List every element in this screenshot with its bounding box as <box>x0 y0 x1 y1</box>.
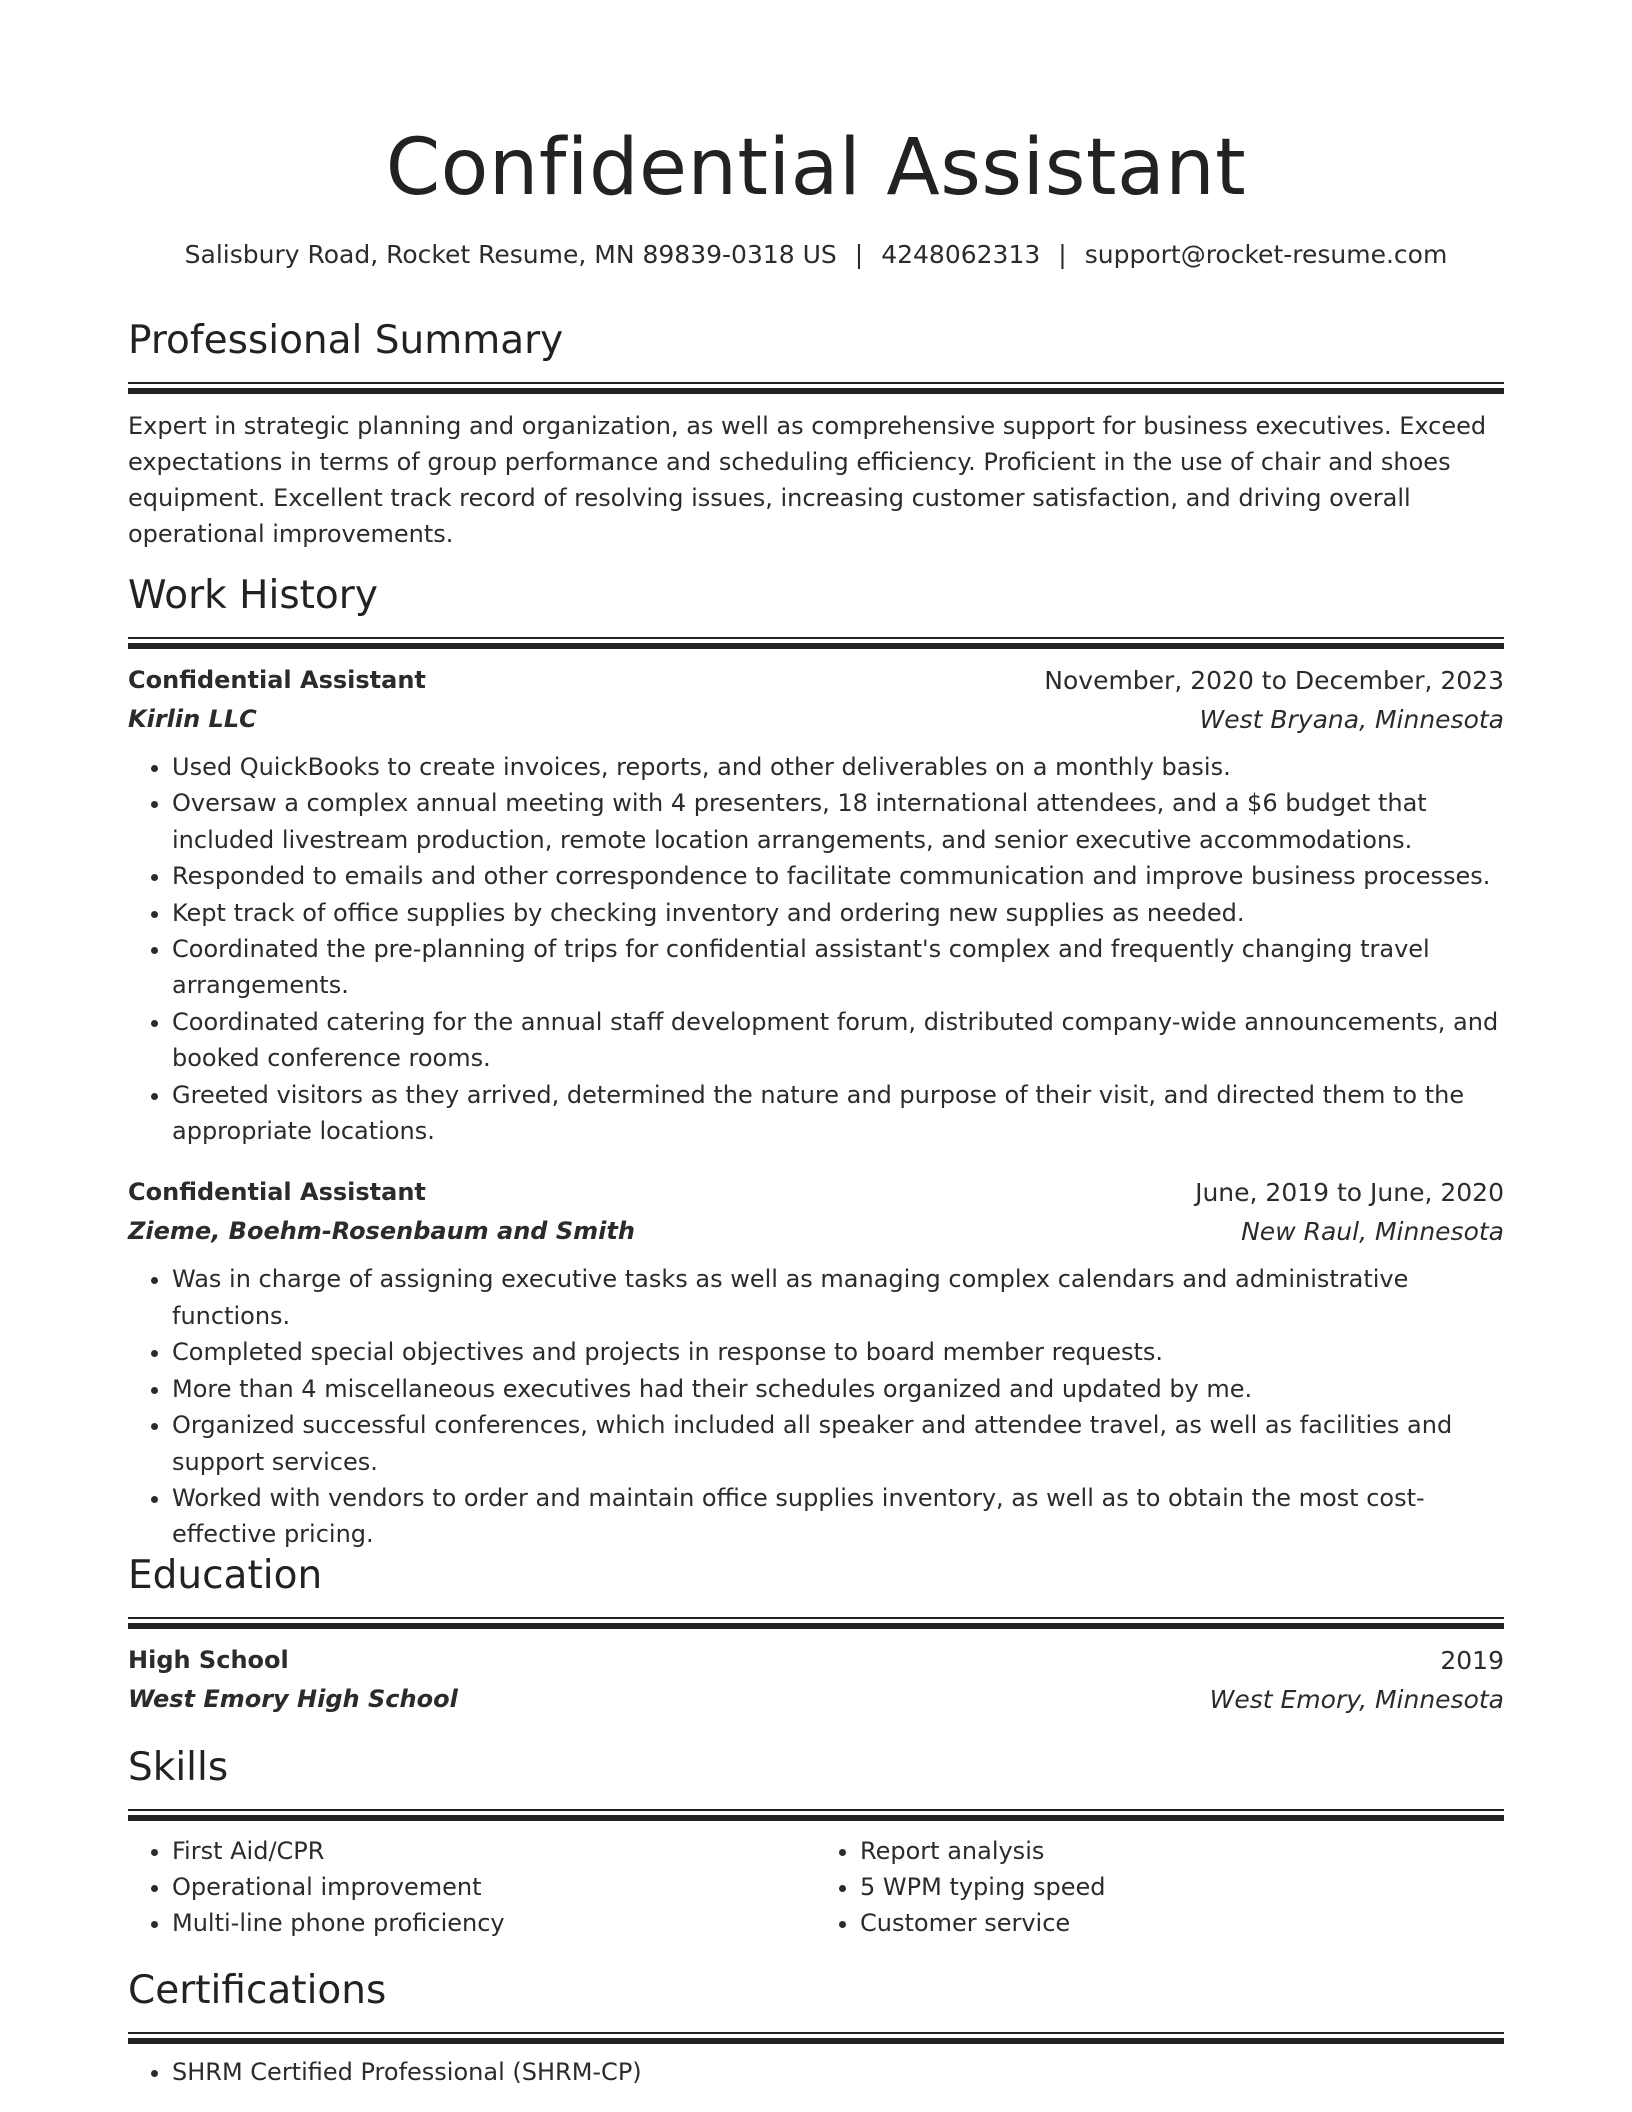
job-company-row <box>128 700 1504 739</box>
contact-address: Salisbury Road, Rocket Resume, MN 89839-0318 US <box>184 240 837 269</box>
skill-item: • Report analysis <box>860 1833 1504 1869</box>
education-degree: High School <box>128 1646 289 1674</box>
list-item: • Used QuickBooks to create invoices, reports, and other deliverables on a monthly basis. <box>172 749 1504 785</box>
job-header-row <box>128 661 1504 700</box>
contact-email: support@rocket-resume.com <box>1084 240 1448 269</box>
certifications-list <box>128 2054 1504 2090</box>
skills-column-right <box>816 1833 1504 1941</box>
section-rule <box>128 1617 1504 1629</box>
list-item: • Greeted visitors as they arrived, determined the nature and purpose of their visit, and directed them to the appropriate locations. <box>172 1077 1504 1150</box>
job-entry <box>128 661 1504 1149</box>
work-history-section <box>128 571 1504 1553</box>
job-role: Confidential Assistant <box>128 666 426 694</box>
list-item: • Worked with vendors to order and maintain office supplies inventory, as well as to obtain the most cost-effective pricing. <box>172 1480 1504 1553</box>
skills-grid <box>128 1833 1504 1941</box>
work-history-heading: Work History <box>128 573 378 618</box>
skills-column-left <box>128 1833 816 1941</box>
section-rule <box>128 382 1504 394</box>
section-rule <box>128 637 1504 649</box>
job-header-row <box>128 1173 1504 1212</box>
certifications-section <box>128 1966 1504 2090</box>
education-school-row <box>128 1680 1504 1719</box>
section-rule <box>128 2032 1504 2044</box>
list-item: • More than 4 miscellaneous executives had their schedules organized and updated by me. <box>172 1371 1504 1407</box>
list-item: • Oversaw a complex annual meeting with 4 presenters, 18 international attendees, and a $6 budget that included livestream production, remote location arrangements, and senior executive accommodations. <box>172 785 1504 858</box>
summary-text: Expert in strategic planning and organization, as well as comprehensive support for business executives. Exceed expectations in terms of group performance and scheduling efficiency. Proficient in the use of chair and shoes equipment. Excellent track record of resolving issues, increasing customer satisfaction, and driving overall operational improvements. <box>128 412 1487 548</box>
job-location: West Bryana, Minnesota <box>1199 705 1504 734</box>
list-item: • Responded to emails and other correspondence to facilitate communication and improve business processes. <box>172 858 1504 894</box>
education-school: West Emory High School <box>128 1685 458 1713</box>
education-location: West Emory, Minnesota <box>1209 1685 1504 1714</box>
job-company: Zieme, Boehm-Rosenbaum and Smith <box>128 1217 635 1246</box>
list-item: • Organized successful conferences, which included all speaker and attendee travel, as well as facilities and support services. <box>172 1407 1504 1480</box>
education-heading: Education <box>128 1553 323 1598</box>
education-section <box>128 1551 1504 1719</box>
skill-item: • Operational improvement <box>172 1869 816 1905</box>
summary-heading: Professional Summary <box>128 318 564 363</box>
list-item: • Was in charge of assigning executive tasks as well as managing complex calendars and administrative functions. <box>172 1261 1504 1334</box>
job-dates: November, 2020 to December, 2023 <box>1044 666 1504 695</box>
skill-item: • Multi-line phone proficiency <box>172 1905 816 1941</box>
section-rule <box>128 1809 1504 1821</box>
job-company-row <box>128 1212 1504 1251</box>
skills-section <box>128 1743 1504 1941</box>
summary-section <box>128 316 1504 552</box>
education-year: 2019 <box>1440 1646 1504 1675</box>
list-item: • Coordinated catering for the annual staff development forum, distributed company-wide announcements, and booked conference rooms. <box>172 1004 1504 1077</box>
list-item: • Completed special objectives and projects in response to board member requests. <box>172 1334 1504 1370</box>
skill-item: • Customer service <box>860 1905 1504 1941</box>
job-company: Kirlin LLC <box>128 705 257 733</box>
candidate-name: Confidential Assistant <box>385 123 1247 213</box>
contact-separator: | <box>1058 240 1067 269</box>
job-role: Confidential Assistant <box>128 1178 426 1207</box>
job-dates: June, 2019 to June, 2020 <box>1195 1178 1504 1208</box>
job-bullets <box>128 1261 1504 1552</box>
skill-item: • 5 WPM typing speed <box>860 1869 1504 1905</box>
certifications-heading: Certifications <box>128 1968 387 2013</box>
skills-heading: Skills <box>128 1745 229 1790</box>
job-location: New Raul, Minnesota <box>1241 1217 1504 1247</box>
education-entry <box>128 1641 1504 1719</box>
job-entry <box>128 1173 1504 1552</box>
skill-item: • First Aid/CPR <box>172 1833 816 1869</box>
contact-phone: 4248062313 <box>881 240 1041 269</box>
list-item: • Kept track of office supplies by checking inventory and ordering new supplies as needed. <box>172 895 1504 931</box>
certification-item: • SHRM Certified Professional (SHRM-CP) <box>172 2054 1504 2090</box>
contact-line <box>128 238 1504 272</box>
contact-separator: | <box>854 240 864 269</box>
education-header-row <box>128 1641 1504 1680</box>
job-bullets <box>128 749 1504 1149</box>
list-item: • Coordinated the pre-planning of trips for confidential assistant's complex and frequently changing travel arrangements. <box>172 931 1504 1004</box>
